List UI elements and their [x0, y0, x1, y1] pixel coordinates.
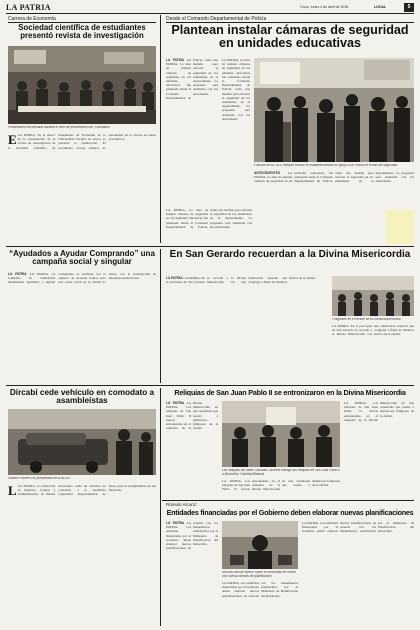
reliquias-body-center — [222, 479, 340, 497]
cameras-body-left — [166, 58, 218, 206]
science-body — [8, 133, 156, 239]
entidades-body-text-a: LA PATRIA. Las entidades financiadas por el Gobierno deben elaborar nuevas planificaciones de acuerdo con los lineamientos establecidos por el Ministerio de Planificación del Desarrollo. — [166, 521, 218, 551]
sangerardo-body-text-b: LA PATRIA. En la parroquia de San Gerardo se recordó a la Divina Misericordia con una celebración especial que congregó a fieles de distintos barrios de la ciudad. — [332, 324, 414, 337]
sangerardo-body — [166, 276, 328, 382]
science-photo — [8, 46, 156, 124]
ayudados-body — [8, 272, 156, 382]
entidades-body-left — [166, 521, 218, 626]
cameras-kicker: Desde el Comando Departamental de Policía — [166, 16, 267, 22]
reliquias-photo — [222, 401, 340, 467]
entidades-caption: Rómulo Alconz explicó sobre la necesidad de contar con nuevas formas de planificación — [222, 571, 296, 578]
cameras-body-lower — [166, 208, 252, 243]
entidades-photo — [222, 521, 298, 569]
entidades-kicker: Rómulo Alconz: — [166, 502, 198, 507]
reliquias-caption: Las reliquias del beato Salvador Cáceres entregó las reliquias de San Juan Pablo II a Monseñor Cristóbal Bialasik — [222, 469, 340, 476]
science-caption: Presentación aniversaria durante el acto de presentación de "Obituarios" — [8, 126, 111, 129]
reliquias-tag: LA PATRIA — [166, 401, 185, 405]
sangerardo-photo-illustration — [332, 276, 414, 316]
cameras-body-center — [222, 58, 250, 206]
section-rule-2 — [6, 385, 414, 386]
masthead-rule — [6, 13, 414, 14]
dircabi-photo-illustration — [8, 409, 156, 475]
cameras-body-text-d: LA PATRIA. La idea de instalar cámaras de seguridad en las unidades educativas fue planteada desde el Comando Departamental de Policía, como una medida para reforzar la seguridad de los estudiantes en el departamento. La propuesta será analizada con las autoridades. — [166, 208, 252, 229]
entidades-body-right — [302, 521, 414, 626]
science-headline: Sociedad científica de estudiantes presentó revista de investigación — [18, 23, 146, 40]
page-number: 5 — [404, 3, 414, 12]
reliquias-body-text-b: LA PATRIA. Las reliquias de San Juan Pablo II fueron entronizadas en el santuario de la Divina Misericordia en una ceremonia que reunió a numerosos feligreses de la ciudad. — [222, 479, 340, 492]
ayudados-tag: LA PATRIA — [8, 272, 27, 276]
dircabi-headline: Dircabi cede vehículo en comodato a asambleístas — [9, 388, 155, 406]
science-photo-illustration — [8, 46, 156, 124]
section-rule-3 — [162, 500, 414, 501]
entidades-photo-illustration — [222, 521, 298, 569]
dircabi-body-text: LA PATRIA. La Dirección de Registro, Control y Administración de Bienes Incautados cedió un vehículo en comodato a la Asamblea Legislativa Departamental de Oruro para el cumplimiento de sus funciones. — [17, 484, 156, 497]
cameras-body-text-b: LA PATRIA. La idea de instalar cámaras de seguridad en las unidades educativas fue planteada desde el Comando Departamental de Policía, como una medida para reforzar la seguridad de los estudiantes en el departamento. La propuesta será analizada con las autoridades. — [222, 58, 250, 121]
column-divider-2 — [160, 249, 161, 383]
science-dropcap: E — [8, 133, 17, 147]
dircabi-photo — [8, 409, 156, 475]
reliquias-body-right — [344, 401, 414, 497]
cameras-tag: LA PATRIA — [166, 58, 185, 62]
dircabi-caption: Sandro Pacheco es presentado de la ALDO — [8, 477, 70, 480]
sangerardo-headline: En San Gerardo recuerdan a la Divina Misericordia — [169, 249, 411, 260]
dircabi-body — [8, 484, 156, 626]
entidades-tag: LA PATRIA — [166, 521, 185, 525]
sangerardo-caption: Feligreses en el recinto de la Divina Misericordia — [332, 318, 401, 321]
column-divider — [160, 15, 161, 243]
ayudados-headline: “Ayudados a Ayudar Comprando” una campaña social y singular — [9, 249, 155, 267]
science-body-text: LA PATRIA. En el marco de la presentación de la revista de investigación de la Sociedad Científica de Estudiantes de Economía de la Universidad Técnica de Oruro, se presentó la publicación. El documento recoge trabajos de estudiantes de la carrera en temas económicos. — [8, 133, 156, 150]
reliquias-body-text-c: LA PATRIA. Las reliquias de San Juan Pablo II fueron entronizadas en el santuario de la Divina Misericordia en una ceremonia que reunió a numerosos feligreses de la ciudad. — [344, 401, 414, 422]
reliquias-body-left — [166, 401, 218, 497]
sangerardo-photo — [332, 276, 414, 316]
masthead-logo: LA PATRIA — [6, 3, 51, 12]
entidades-body-center — [222, 581, 298, 626]
column-divider-3 — [160, 388, 161, 626]
masthead-date: Oruro, lunes 4 de abril de 2016 — [300, 5, 349, 9]
reliquias-body-text-a: LA PATRIA. Las reliquias de San Juan Pablo II fueron entronizadas en el santuario de la Divina Misericordia en una ceremonia que reunió a numerosos feligreses de la ciudad. — [166, 401, 218, 431]
sangerardo-body-right — [332, 324, 414, 382]
entidades-body-text-c: LA PATRIA. Las entidades financiadas por el Gobierno deben elaborar nuevas planificaciones de acuerdo con los lineamientos establecidos por el Ministerio de Planificación del Desarrollo. — [302, 521, 414, 534]
reliquias-headline: Reliquias de San Juan Pablo II se entronizaron en la Divina Misericordia — [174, 389, 406, 397]
cameras-photo-illustration — [254, 58, 414, 162]
sangerardo-tag: LA PATRIA — [166, 276, 183, 280]
reliquias-photo-illustration — [222, 401, 340, 467]
section-rule-1 — [6, 246, 414, 247]
cameras-highlight-box — [386, 210, 414, 244]
science-kicker: Carrera de Economía — [8, 16, 56, 22]
sangerardo-body-text: LA PATRIA. En la parroquia de San Gerardo se recordó a la Divina Misericordia con una celebración especial que congregó a fieles de distintos barrios de la ciudad. — [166, 276, 316, 285]
masthead-section: LOCAL — [374, 5, 387, 9]
cameras-photo — [254, 58, 414, 162]
ayudados-body-text: LA PATRIA. La Campaña de Solidaridad denominada Ayudados a Ayudar Comprando se realizará con el objetivo de recaudar fondos para una causa social en la ciudad de Oruro, con la participación de diferentes instituciones. — [8, 272, 156, 285]
cameras-body-text-a: LA PATRIA. La idea de instalar cámaras de seguridad en las unidades educativas fue planteada desde el Comando Departamental de Policía, como una medida para reforzar la seguridad de los estudiantes en el departamento. La propuesta será analizada con las autoridades. — [166, 58, 218, 100]
cameras-subhead: ANTECEDENTES — [254, 171, 281, 175]
cameras-body-text-c: LA PATRIA. La idea de instalar cámaras de seguridad en las unidades educativas fue planteada desde el Comando Departamental de Policía, como una medida para reforzar la seguridad de los estudiantes en el departamento. La propuesta será analizada con las autoridades. — [254, 171, 414, 184]
cameras-caption: Policías de los SES realizan control en establecimientos en apoyo a la Policía en temas de seguridad — [254, 164, 398, 167]
cameras-headline: Plantean instalar cámaras de seguridad en unidades educativas — [171, 23, 409, 50]
masthead — [6, 3, 414, 12]
dircabi-dropcap: L — [8, 484, 17, 498]
entidades-body-text-b: LA PATRIA. Las entidades financiadas por el Gobierno deben elaborar nuevas planificaciones de acuerdo con los lineamientos establecidos por el Ministerio de Planificación del Desarrollo. — [222, 581, 298, 598]
entidades-headline: Entidades financiadas por el Gobierno deben elaborar nuevas planificaciones — [166, 509, 414, 517]
